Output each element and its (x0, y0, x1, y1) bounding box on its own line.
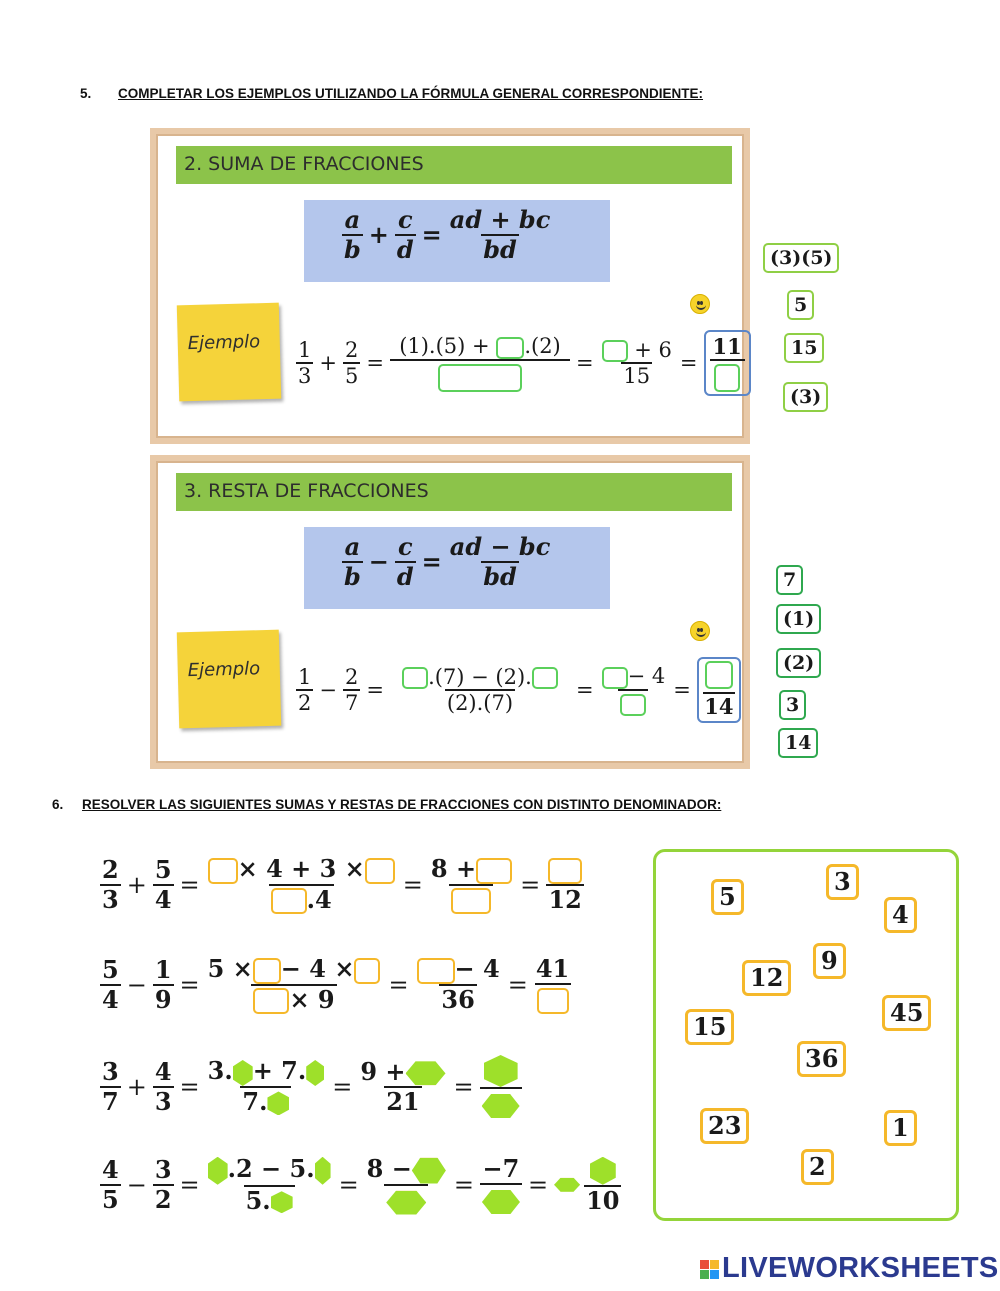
drag-tile[interactable]: (1) (776, 604, 821, 634)
drop-zone[interactable] (271, 1191, 293, 1213)
drop-zone[interactable] (412, 1158, 446, 1184)
blank-slot[interactable] (532, 667, 558, 689)
drag-tile[interactable]: 7 (776, 565, 803, 595)
blank-slot[interactable] (402, 667, 428, 689)
section-number: 5. (80, 86, 92, 101)
blank-slot[interactable] (271, 888, 307, 914)
drag-tile[interactable]: 9 (813, 943, 846, 979)
drop-zone[interactable] (315, 1157, 331, 1185)
drop-zone[interactable] (482, 1190, 520, 1214)
drop-zone[interactable] (590, 1157, 616, 1185)
drag-tile[interactable]: (2) (776, 648, 821, 678)
drag-tile[interactable]: 45 (882, 995, 931, 1031)
resta-header: 3. RESTA DE FRACCIONES (176, 473, 732, 511)
suma-example: $\frac{1}{3}$ + $\frac{2}{5}$ = (1).(5) + .(2) = $\frac{+ 6}{15}$ = 11 (296, 330, 751, 396)
drag-tile[interactable]: (3)(5) (763, 243, 839, 273)
blank-slot[interactable] (253, 988, 289, 1014)
drag-tile[interactable]: 3 (826, 864, 859, 900)
suma-formula: $\frac{a}{b}$ + $\frac{c}{d}$ = $\frac{ad + bc}{bd}$ (304, 200, 610, 282)
drop-zone[interactable] (554, 1178, 580, 1192)
drop-zone[interactable] (406, 1061, 446, 1085)
exercise-3: $\frac{3}{7}$ + $\frac{4}{3}$ = $\frac{3. + 7.}{7.}$ = $\frac{9 +}{21}$ = (100, 1055, 522, 1118)
blank-slot[interactable] (208, 858, 238, 884)
drag-tile[interactable]: 3 (779, 690, 806, 720)
ejemplo-sticky-note: Ejemplo (177, 303, 281, 402)
drag-tile[interactable]: 12 (742, 960, 791, 996)
section-title: RESOLVER LAS SIGUIENTES SUMAS Y RESTAS DE FRACCIONES CON DISTINTO DENOMINADOR: (82, 797, 722, 812)
drop-zone[interactable] (386, 1191, 426, 1215)
exercise-1: $\frac{2}{3}$ + $\frac{5}{4}$ = $\frac{\times 4 + 3 \times}{.4}$ = 8 + = 12 (102, 854, 582, 914)
drag-tile[interactable]: 36 (797, 1041, 846, 1077)
drag-tile[interactable]: 14 (778, 728, 818, 758)
drop-zone[interactable] (267, 1091, 289, 1115)
liveworksheets-logo: LIVEWORKSHEETS (700, 1252, 999, 1285)
drag-tile[interactable]: (3) (783, 382, 828, 412)
blank-slot[interactable] (602, 667, 628, 689)
blank-slot[interactable] (417, 958, 455, 984)
drag-tile[interactable]: 23 (700, 1108, 749, 1144)
resta-panel (150, 455, 750, 769)
section-number: 6. (52, 797, 64, 812)
resta-example: $\frac{1}{2}$ − $\frac{2}{7}$ = $\frac{.(7) - (2).}{(2).(7)}$ = − 4 = 14 (296, 657, 741, 723)
suma-panel (150, 128, 750, 444)
section-5-heading (80, 86, 703, 101)
blank-slot[interactable] (253, 958, 281, 984)
drop-zone[interactable] (306, 1060, 324, 1086)
drag-tile[interactable]: 15 (685, 1009, 734, 1045)
liveworksheets-icon (700, 1260, 719, 1279)
section-6-heading (52, 797, 721, 812)
formula-frac-ab: $\frac{a}{b}$ (344, 205, 361, 264)
blank-slot[interactable] (548, 858, 582, 884)
answer-box: 14 (697, 657, 741, 723)
drag-tile[interactable]: 15 (784, 333, 824, 363)
formula-frac-cd: $\frac{c}{d}$ (396, 205, 414, 264)
smiley-icon (690, 621, 710, 641)
exercise-4: $\frac{4}{5}$ − $\frac{3}{2}$ = $\frac{.2 - 5.}{5.}$ = 8 − = −7 = 10 (102, 1154, 620, 1215)
blank-slot[interactable] (496, 337, 524, 359)
resta-formula: $\frac{a}{b}$ − $\frac{c}{d}$ = $\frac{ad - bc}{bd}$ (304, 527, 610, 609)
blank-slot[interactable] (451, 888, 491, 914)
section-title: COMPLETAR LOS EJEMPLOS UTILIZANDO LA FÓRMULA GENERAL CORRESPONDIENTE: (118, 86, 704, 101)
drag-tile[interactable]: 4 (884, 897, 917, 933)
formula-result: $\frac{ad + bc}{bd}$ (449, 205, 551, 264)
blank-slot[interactable] (620, 694, 646, 716)
answer-box: 11 (704, 330, 751, 396)
drop-zone[interactable] (208, 1157, 228, 1185)
drag-tile[interactable]: 5 (787, 290, 814, 320)
blank-slot[interactable] (365, 858, 395, 884)
suma-header: 2. SUMA DE FRACCIONES (176, 146, 732, 184)
exercise-2: $\frac{5}{4}$ − $\frac{1}{9}$ = $\frac{5 \times - 4 \times}{\times 9}$ = $\frac{- 4}{36}$ = 41 (102, 954, 570, 1014)
drag-tile[interactable]: 1 (884, 1110, 917, 1146)
blank-slot[interactable] (354, 958, 380, 984)
drop-zone[interactable] (233, 1060, 253, 1086)
blank-slot[interactable] (476, 858, 512, 884)
blank-slot[interactable] (705, 661, 733, 689)
ejemplo-sticky-note: Ejemplo (177, 630, 281, 729)
drop-zone[interactable] (482, 1094, 520, 1118)
blank-slot[interactable] (438, 364, 522, 392)
drag-tile[interactable]: 5 (711, 879, 744, 915)
blank-slot[interactable] (537, 988, 569, 1014)
blank-slot[interactable] (602, 340, 628, 362)
drag-tile[interactable]: 2 (801, 1149, 834, 1185)
blank-slot[interactable] (714, 364, 740, 392)
drop-zone[interactable] (484, 1055, 518, 1087)
smiley-icon (690, 294, 710, 314)
